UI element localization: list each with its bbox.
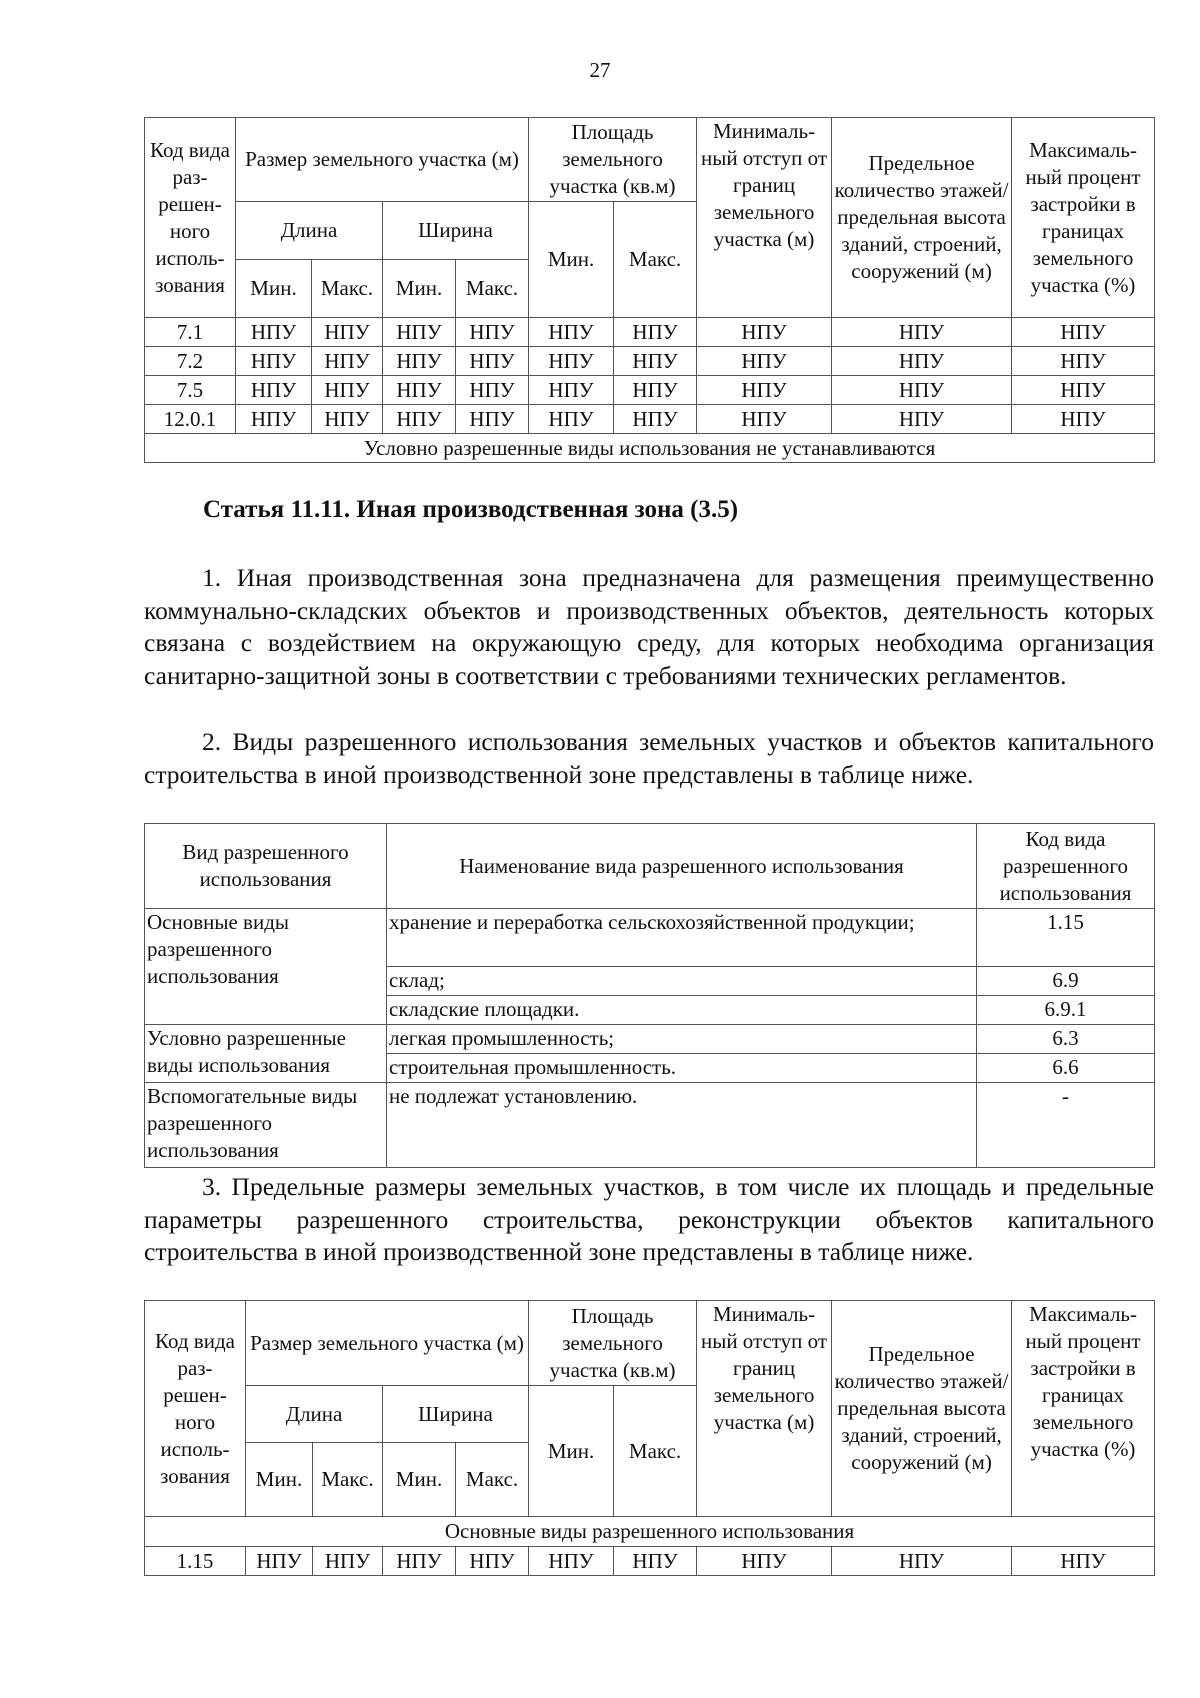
header-area-max: Макс. xyxy=(614,1386,697,1517)
row-value: НПУ xyxy=(614,1547,697,1576)
use-name: легкая промышленность; xyxy=(387,1025,977,1054)
parameters-table-previous-zone xyxy=(144,117,1155,463)
row-value: НПУ xyxy=(697,347,832,376)
header-setback: Минималь-ный отступ от границ земельного участка (м) xyxy=(697,118,832,318)
row-value: НПУ xyxy=(832,1547,1012,1576)
table-footer-note: Условно разрешенные виды использования не устанавливаются xyxy=(145,434,1155,463)
header-area: Площадь земельного участка (кв.м) xyxy=(529,118,697,202)
group-label: Вспомогательные виды разрешенного использования xyxy=(145,1083,387,1168)
row-value: НПУ xyxy=(832,405,1012,434)
header-size: Размер земельного участка (м) xyxy=(246,1301,529,1386)
use-name: строительная промышленность. xyxy=(387,1054,977,1083)
header-use-name: Наименование вида разрешенного использования xyxy=(387,824,977,909)
header-length-min: Мин. xyxy=(246,1443,313,1517)
header-length-min: Мин. xyxy=(236,260,312,318)
use-code: 6.9.1 xyxy=(977,996,1155,1025)
header-width-min: Мин. xyxy=(383,1443,456,1517)
row-value: НПУ xyxy=(832,318,1012,347)
use-code: 1.15 xyxy=(977,909,1155,967)
header-percent: Максималь-ный процент застройки в границах земельного участка (%) xyxy=(1012,1301,1155,1517)
row-value: НПУ xyxy=(456,376,529,405)
row-value: НПУ xyxy=(1012,347,1155,376)
header-area-min: Мин. xyxy=(529,1386,614,1517)
header-width-max: Макс. xyxy=(456,1443,529,1517)
header-length: Длина xyxy=(246,1386,383,1443)
row-value: НПУ xyxy=(614,347,697,376)
row-code: 7.1 xyxy=(145,318,236,347)
row-value: НПУ xyxy=(236,376,312,405)
row-value: НПУ xyxy=(383,405,456,434)
header-width-min: Мин. xyxy=(383,260,456,318)
use-code: 6.6 xyxy=(977,1054,1155,1083)
use-name: склад; xyxy=(387,967,977,996)
row-value: НПУ xyxy=(1012,318,1155,347)
header-use-type: Вид разрешенного использования xyxy=(145,824,387,909)
paragraph-3: 3. Предельные размеры земельных участков, в том числе их площадь и предельные параметры разрешенного строительства, реконструкции объектов капитального строительства в иной производственной зоне представлены в таблице ниже. xyxy=(144,1172,1154,1267)
header-area-max: Макс. xyxy=(614,202,697,318)
permitted-uses-table xyxy=(144,823,1155,1168)
row-value: НПУ xyxy=(529,347,614,376)
header-length-max: Макс. xyxy=(313,1443,383,1517)
group-label: Условно разрешенные виды использования xyxy=(145,1025,387,1083)
header-area: Площадь земельного участка (кв.м) xyxy=(529,1301,697,1386)
header-area-min: Мин. xyxy=(529,202,614,318)
use-code: - xyxy=(977,1083,1155,1168)
header-code: Код вида раз-решен-ного исполь-зования xyxy=(145,1301,246,1517)
row-value: НПУ xyxy=(614,405,697,434)
table-row xyxy=(145,1547,1155,1576)
header-width: Ширина xyxy=(383,1386,529,1443)
row-value: НПУ xyxy=(383,1547,456,1576)
paragraph-1: 1. Иная производственная зона предназначена для размещения преимущественно коммунально-складских объектов и производственных объектов, деятельность которых связана с воздействием на окружающую среду, для которых необходима организация санитарно-защитной зоны в соответствии с требованиями технических регламентов. xyxy=(144,563,1154,690)
paragraph-2: 2. Виды разрешенного использования земельных участков и объектов капитального строительства в иной производственной зоне представлены в таблице ниже. xyxy=(144,727,1154,789)
row-value: НПУ xyxy=(312,405,383,434)
header-code: Код вида раз-решен-ного исполь-зования xyxy=(145,118,236,318)
table-row xyxy=(145,318,1155,347)
row-value: НПУ xyxy=(697,376,832,405)
row-value: НПУ xyxy=(697,405,832,434)
use-code: 6.9 xyxy=(977,967,1155,996)
row-value: НПУ xyxy=(312,376,383,405)
row-code: 7.5 xyxy=(145,376,236,405)
header-width: Ширина xyxy=(383,202,529,260)
header-floors: Предельное количество этажей/ предельная высота зданий, строений, сооружений (м) xyxy=(832,118,1012,318)
row-value: НПУ xyxy=(456,1547,529,1576)
header-width-max: Макс. xyxy=(456,260,529,318)
row-value: НПУ xyxy=(697,318,832,347)
row-value: НПУ xyxy=(312,318,383,347)
row-code: 12.0.1 xyxy=(145,405,236,434)
row-value: НПУ xyxy=(529,318,614,347)
header-length: Длина xyxy=(236,202,383,260)
parameters-table xyxy=(144,1300,1155,1576)
row-value: НПУ xyxy=(1012,376,1155,405)
row-value: НПУ xyxy=(236,318,312,347)
page-number: 27 xyxy=(589,58,611,82)
row-value: НПУ xyxy=(529,405,614,434)
row-value: НПУ xyxy=(236,347,312,376)
row-value: НПУ xyxy=(312,347,383,376)
table-row xyxy=(145,347,1155,376)
row-value: НПУ xyxy=(697,1547,832,1576)
row-value: НПУ xyxy=(832,376,1012,405)
row-value: НПУ xyxy=(614,318,697,347)
row-value: НПУ xyxy=(383,376,456,405)
row-value: НПУ xyxy=(383,318,456,347)
header-floors: Предельное количество этажей/ предельная высота зданий, строений, сооружений (м) xyxy=(832,1301,1012,1517)
row-value: НПУ xyxy=(1012,1547,1155,1576)
header-setback: Минималь-ный отступ от границ земельного участка (м) xyxy=(697,1301,832,1517)
row-value: НПУ xyxy=(456,347,529,376)
row-value: НПУ xyxy=(246,1547,313,1576)
row-value: НПУ xyxy=(313,1547,383,1576)
header-use-code: Код вида разрешенного использования xyxy=(977,824,1155,909)
row-code: 1.15 xyxy=(145,1547,246,1576)
row-value: НПУ xyxy=(236,405,312,434)
row-value: НПУ xyxy=(456,405,529,434)
header-percent: Максималь-ный процент застройки в границах земельного участка (%) xyxy=(1012,118,1155,318)
header-length-max: Макс. xyxy=(312,260,383,318)
row-value: НПУ xyxy=(529,376,614,405)
header-size: Размер земельного участка (м) xyxy=(236,118,529,202)
row-value: НПУ xyxy=(383,347,456,376)
use-name: не подлежат установлению. xyxy=(387,1083,977,1168)
table-row xyxy=(145,376,1155,405)
row-value: НПУ xyxy=(529,1547,614,1576)
section-row: Основные виды разрешенного использования xyxy=(145,1517,1155,1547)
row-value: НПУ xyxy=(614,376,697,405)
use-code: 6.3 xyxy=(977,1025,1155,1054)
row-value: НПУ xyxy=(456,318,529,347)
row-value: НПУ xyxy=(1012,405,1155,434)
table-row xyxy=(145,405,1155,434)
row-value: НПУ xyxy=(832,347,1012,376)
article-heading: Статья 11.11. Иная производственная зона (3.5) xyxy=(203,496,739,523)
row-code: 7.2 xyxy=(145,347,236,376)
group-label: Основные виды разрешенного использования xyxy=(145,909,387,1025)
use-name: хранение и переработка сельскохозяйственной продукции; xyxy=(387,909,977,967)
use-name: складские площадки. xyxy=(387,996,977,1025)
